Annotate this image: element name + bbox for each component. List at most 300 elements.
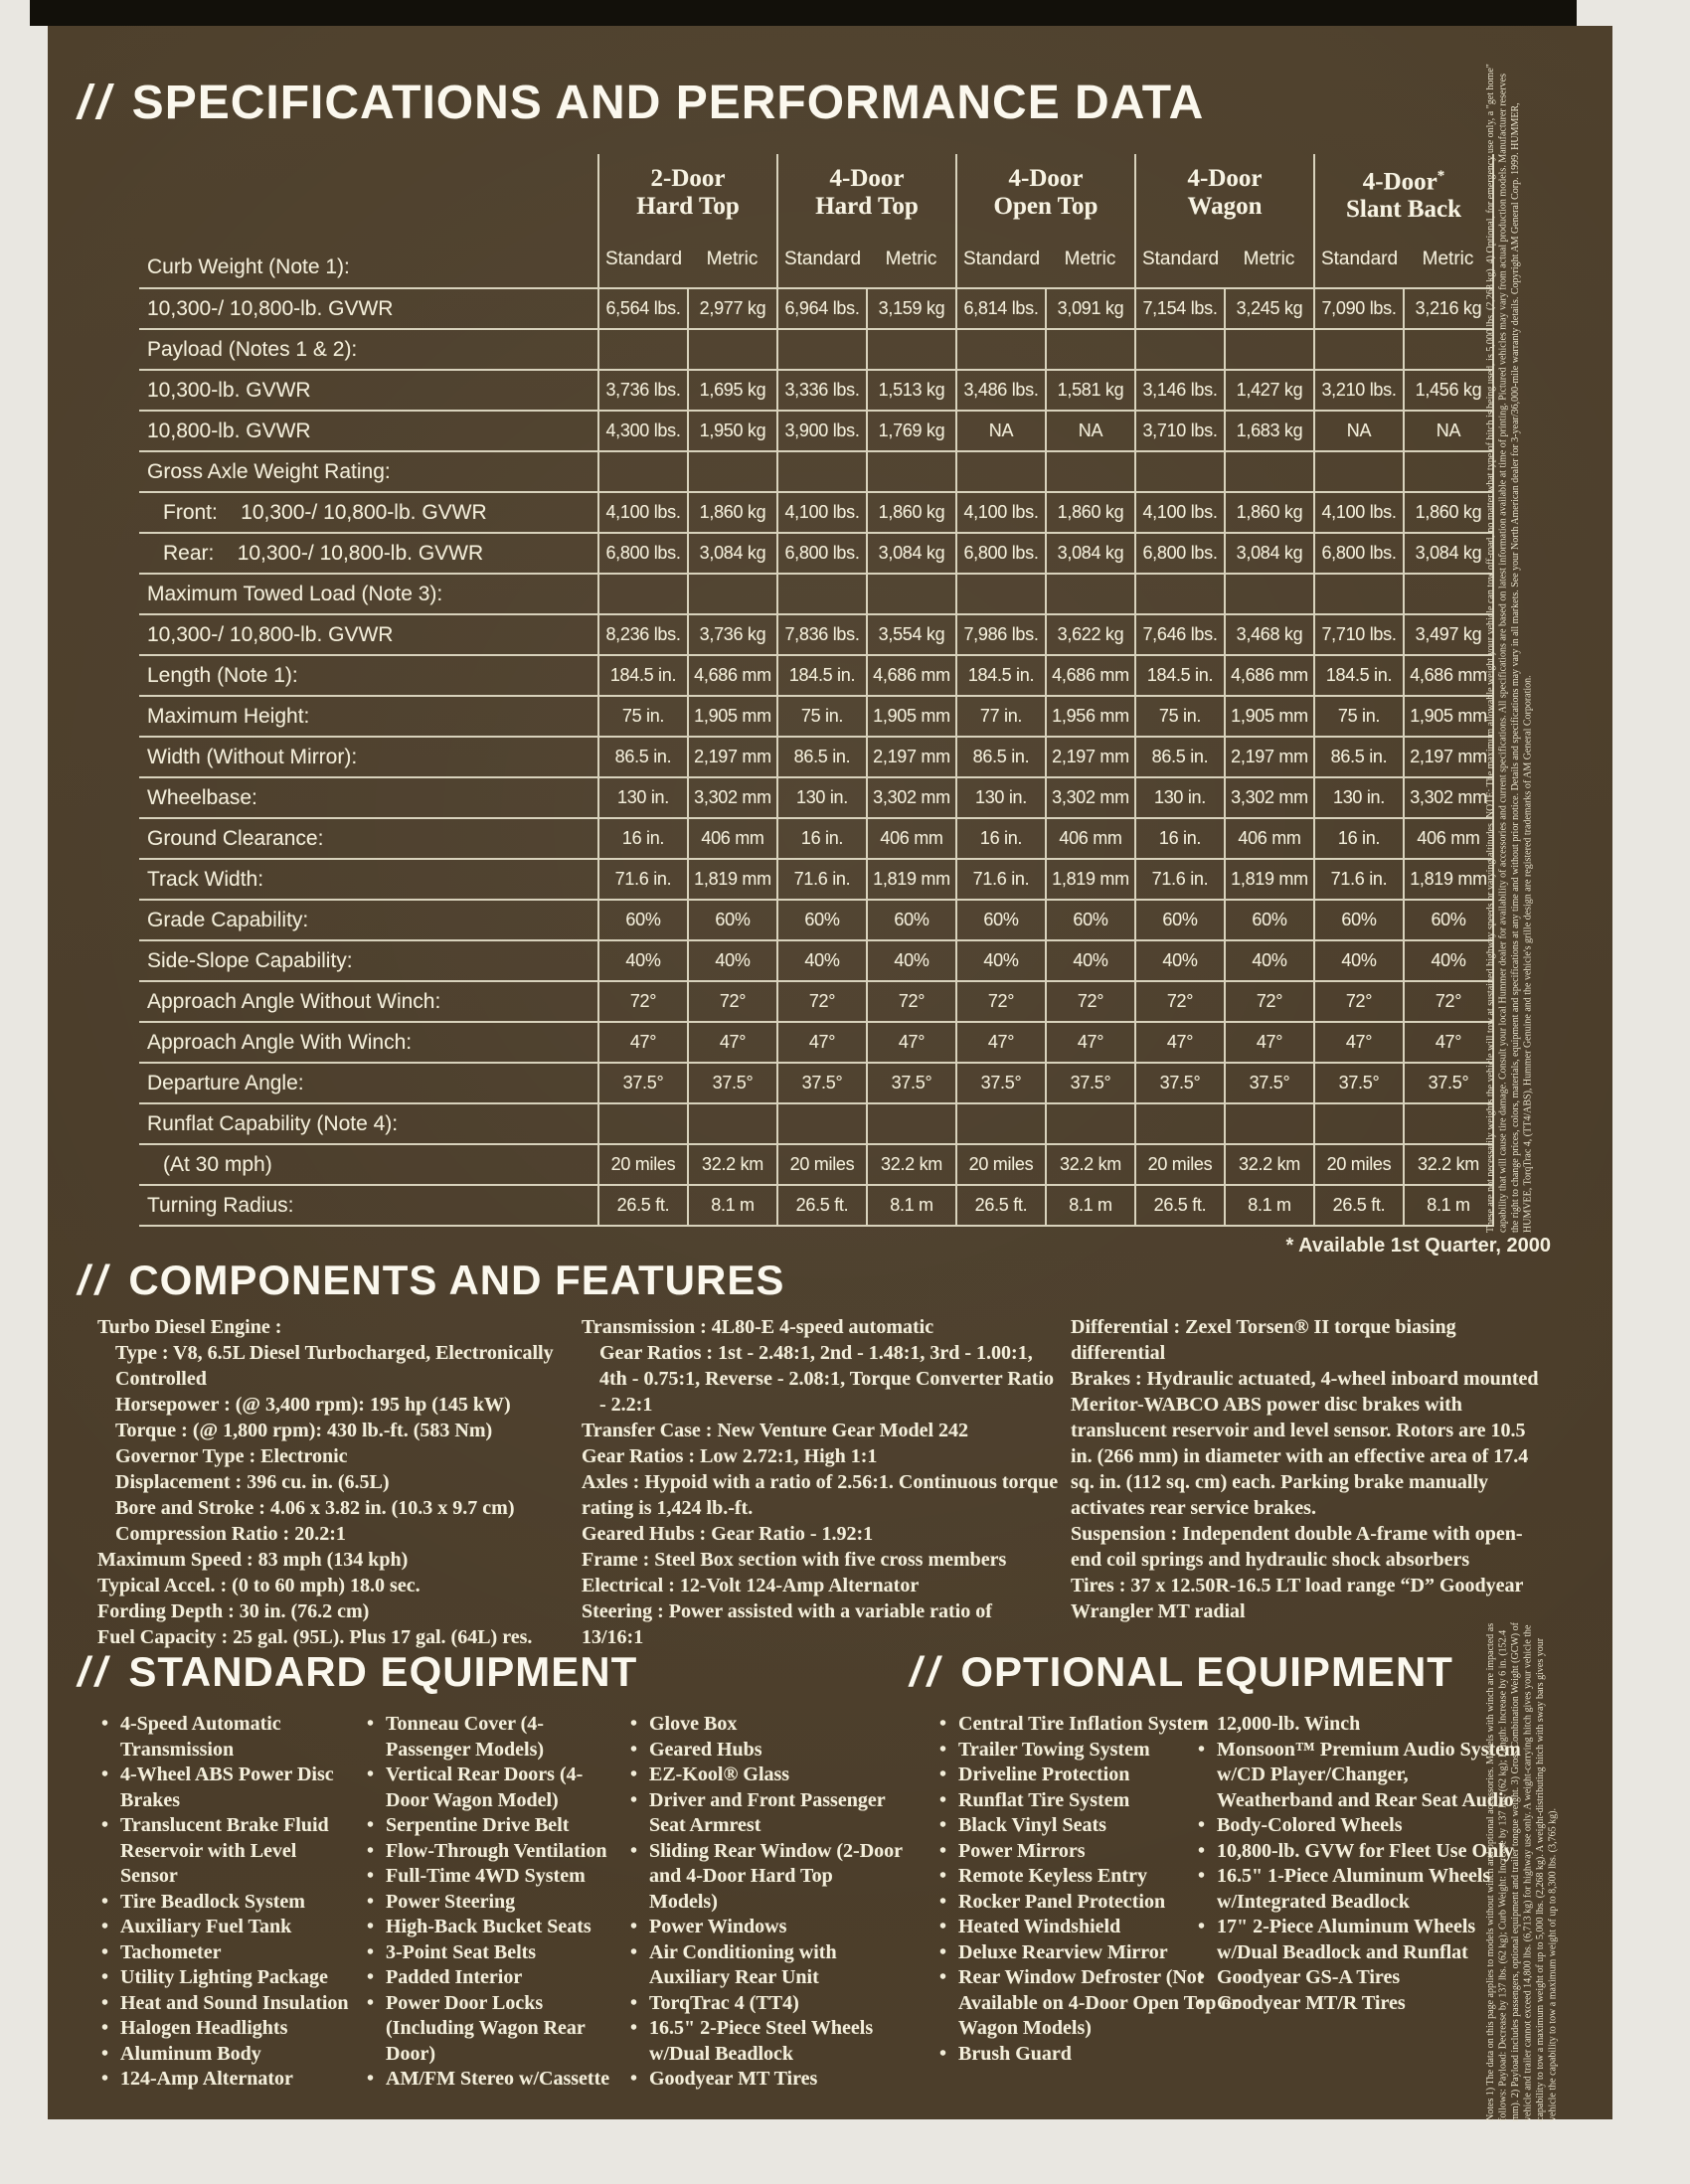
standard-column-header: Standard — [777, 232, 867, 288]
spec-value: 32.2 km — [688, 1144, 777, 1185]
standard-column-header: Standard — [1314, 232, 1404, 288]
spec-value: 60% — [1135, 900, 1225, 940]
spec-value: 3,084 kg — [1225, 533, 1314, 574]
equipment-item: • Rocker Panel Protection — [937, 1890, 1242, 1916]
table-corner — [139, 154, 598, 232]
vehicle-name-line2: Slant Back — [1346, 196, 1462, 224]
specifications-title — [78, 76, 1204, 130]
spec-value: 1,905 mm — [1225, 696, 1314, 737]
spec-value: 20 miles — [1135, 1144, 1225, 1185]
equipment-item: • Rear Window Defroster (Not Available on 4-Door Open Top or Wagon Models) — [937, 1965, 1242, 2042]
metric-column-header: Metric — [1225, 232, 1314, 288]
spec-value — [598, 329, 688, 370]
spec-value: 20 miles — [777, 1144, 867, 1185]
spec-value: 37.5° — [1404, 1063, 1493, 1103]
metric-column-header: Metric — [1404, 232, 1493, 288]
spec-value — [956, 1103, 1046, 1144]
spec-value — [598, 1103, 688, 1144]
spec-value — [1314, 451, 1404, 492]
spec-value: 8.1 m — [1046, 1185, 1135, 1226]
spec-value: 130 in. — [956, 777, 1046, 818]
equipment-item: • Sliding Rear Window (2-Door and 4-Door Hard Top Models) — [628, 1839, 903, 1916]
spec-value: 71.6 in. — [1135, 859, 1225, 900]
spec-value: NA — [1404, 411, 1493, 451]
spec-value: 71.6 in. — [598, 859, 688, 900]
spec-value: 6,800 lbs. — [1314, 533, 1404, 574]
spec-value: 26.5 ft. — [956, 1185, 1046, 1226]
standard-equipment-title-text: STANDARD EQUIPMENT — [128, 1648, 638, 1695]
equipment-item: • Heat and Sound Insulation — [99, 1991, 356, 2017]
spec-value: 47° — [688, 1022, 777, 1063]
curb-weight-label: Curb Weight (Note 1): — [139, 232, 598, 288]
spec-value: 130 in. — [1314, 777, 1404, 818]
spec-row-label: Track Width: — [139, 859, 598, 900]
spec-value: 3,468 kg — [1225, 614, 1314, 655]
component-item: Maximum Speed : 83 mph (134 kph) — [97, 1549, 409, 1571]
spec-value: 72° — [688, 981, 777, 1022]
component-item: Differential : Zexel Torsen® II torque biasing differential — [1071, 1316, 1456, 1364]
spec-value: 8.1 m — [688, 1185, 777, 1226]
spec-value: NA — [1046, 411, 1135, 451]
spec-value: 1,513 kg — [867, 370, 956, 411]
spec-value: 60% — [1404, 900, 1493, 940]
spec-value: 1,581 kg — [1046, 370, 1135, 411]
spec-value — [1135, 1103, 1225, 1144]
spec-value: 2,197 mm — [1404, 737, 1493, 777]
spec-value — [777, 574, 867, 614]
spec-value: 40% — [1135, 940, 1225, 981]
component-term: Transmission — [582, 1316, 696, 1338]
spec-value: 47° — [956, 1022, 1046, 1063]
spec-value: 2,197 mm — [688, 737, 777, 777]
spec-row — [139, 1144, 1493, 1185]
spec-value — [956, 574, 1046, 614]
spec-row-label: (At 30 mph) — [139, 1144, 598, 1185]
spec-value: 3,736 lbs. — [598, 370, 688, 411]
vehicle-header — [1314, 154, 1493, 232]
equipment-item: • Central Tire Inflation System — [937, 1712, 1242, 1738]
component-term: Maximum Speed — [97, 1549, 242, 1571]
spec-value: 71.6 in. — [777, 859, 867, 900]
spec-value: 72° — [1046, 981, 1135, 1022]
spec-value: 4,686 mm — [867, 655, 956, 696]
equipment-item: • TorqTrac 4 (TT4) — [628, 1991, 903, 2017]
vehicle-name-line2: Open Top — [993, 193, 1098, 220]
spec-value: 37.5° — [956, 1063, 1046, 1103]
spec-row-label: Maximum Towed Load (Note 3): — [139, 574, 598, 614]
spec-value: 7,836 lbs. — [777, 614, 867, 655]
spec-value: 86.5 in. — [956, 737, 1046, 777]
spec-row-label: 10,800-lb. GVWR — [139, 411, 598, 451]
components-title — [78, 1257, 784, 1304]
spec-value: 40% — [688, 940, 777, 981]
spec-value: 406 mm — [867, 818, 956, 859]
spec-row-label: 10,300-/ 10,800-lb. GVWR — [139, 288, 598, 329]
spec-value: 37.5° — [688, 1063, 777, 1103]
spec-row — [139, 1063, 1493, 1103]
components-column-3 — [1071, 1314, 1542, 1624]
spec-value: 72° — [956, 981, 1046, 1022]
spec-row-label: Turning Radius: — [139, 1185, 598, 1226]
spec-value: 40% — [867, 940, 956, 981]
title-slashes-icon: // — [910, 1648, 945, 1695]
spec-value: 37.5° — [1135, 1063, 1225, 1103]
equipment-item: • AM/FM Stereo w/Cassette — [365, 2067, 619, 2093]
spec-value: 3,091 kg — [1046, 288, 1135, 329]
spec-value: 16 in. — [1314, 818, 1404, 859]
spec-value: 47° — [1225, 1022, 1314, 1063]
spec-value: 77 in. — [956, 696, 1046, 737]
spec-value: 47° — [1404, 1022, 1493, 1063]
equipment-item: • Aluminum Body — [99, 2042, 356, 2068]
spec-value: 184.5 in. — [777, 655, 867, 696]
component-term: Suspension — [1071, 1523, 1166, 1545]
spec-value: 86.5 in. — [1135, 737, 1225, 777]
spec-value: 4,686 mm — [688, 655, 777, 696]
component-term: Bore and Stroke — [115, 1497, 254, 1519]
component-term: Governor Type — [115, 1445, 245, 1467]
spec-row — [139, 696, 1493, 737]
spec-value: 3,159 kg — [867, 288, 956, 329]
equipment-item: • Power Door Locks (Including Wagon Rear Door) — [365, 1991, 619, 2068]
equipment-item: • Serpentine Drive Belt — [365, 1813, 619, 1839]
legal-sidebar-bottom: Notes 1) The data on this page applies to models without winch and optional accessories. Models with winch are impacted as follows: Payload: Decrease by 137 lbs. (62 kg); Curb Weight: Increase by 137 lbs. (62 kg); Length: Increase by 6 in. (152.4 mm). 2) Payload includes passengers, optional equipment and trailer tongue weight. 3) Gross Combination Weight (GCW) of vehicle and trailer cannot exceed 14,800 lbs. (6,713 kg) for highway use only. A weight-carrying hitch gives your vehicle the capability to tow a maximum weight of up to 5,000 lbs. (2,268 kg). A weight-distributing hitch with sway bars gives your vehicle the capability to tow a maximum weight of up to 8,300 lbs. (3,765 kg). — [1485, 1622, 1559, 2121]
spec-value: 6,814 lbs. — [956, 288, 1046, 329]
spec-value: 1,819 mm — [1225, 859, 1314, 900]
component-term: Typical Accel. — [97, 1575, 216, 1596]
spec-value — [1225, 1103, 1314, 1144]
spec-value — [688, 574, 777, 614]
spec-value: 47° — [598, 1022, 688, 1063]
components-column-2 — [582, 1314, 1059, 1650]
spec-value: 47° — [1135, 1022, 1225, 1063]
spec-value: 2,197 mm — [1225, 737, 1314, 777]
spec-value: 47° — [867, 1022, 956, 1063]
spec-value: 20 miles — [598, 1144, 688, 1185]
spec-value: 60% — [1046, 900, 1135, 940]
spec-value: 60% — [777, 900, 867, 940]
equipment-item: • Brush Guard — [937, 2042, 1242, 2068]
equipment-item: • Heated Windshield — [937, 1915, 1242, 1940]
spec-value: 1,695 kg — [688, 370, 777, 411]
spec-value — [688, 329, 777, 370]
spec-row — [139, 737, 1493, 777]
spec-value: 4,100 lbs. — [777, 492, 867, 533]
vehicle-name-line2: Hard Top — [636, 193, 740, 220]
spec-value: 26.5 ft. — [598, 1185, 688, 1226]
spec-value: 1,950 kg — [688, 411, 777, 451]
spec-row-label: Payload (Notes 1 & 2): — [139, 329, 598, 370]
component-term: Brakes — [1071, 1368, 1130, 1390]
spec-value: 8.1 m — [1225, 1185, 1314, 1226]
spec-value: 3,216 kg — [1404, 288, 1493, 329]
equipment-item: • Driveline Protection — [937, 1763, 1242, 1788]
spec-row — [139, 859, 1493, 900]
spec-value: 60% — [598, 900, 688, 940]
spec-value — [867, 451, 956, 492]
spec-row — [139, 451, 1493, 492]
spec-value: 71.6 in. — [956, 859, 1046, 900]
spec-value: 7,154 lbs. — [1135, 288, 1225, 329]
spec-value — [1404, 329, 1493, 370]
spec-value: 130 in. — [598, 777, 688, 818]
component-term: Turbo Diesel Engine — [97, 1316, 270, 1338]
optional-equipment-title-text: OPTIONAL EQUIPMENT — [960, 1648, 1453, 1695]
component-term: Compression Ratio — [115, 1523, 278, 1545]
unit-header-row — [139, 232, 1493, 288]
component-term: Gear Ratios — [599, 1342, 702, 1364]
spec-row — [139, 411, 1493, 451]
equipment-item: • Runflat Tire System — [937, 1788, 1242, 1814]
component-item: Brakes : Hydraulic actuated, 4-wheel inboard mounted Meritor-WABCO ABS power disc brakes with translucent reservoir and level sensor. Rotors are 10.5 in. (266 mm) in diameter with an effective area of 17.4 sq. in. (112 sq. cm) each. Parking brake manually activates rear service brakes. — [1071, 1368, 1539, 1519]
spec-value: 1,860 kg — [1046, 492, 1135, 533]
spec-value — [1135, 329, 1225, 370]
spec-row — [139, 900, 1493, 940]
component-item: Torque : (@ 1,800 rpm): 430 lb.-ft. (583 Nm) — [115, 1420, 493, 1441]
spec-value: 32.2 km — [1404, 1144, 1493, 1185]
spec-value: 26.5 ft. — [1135, 1185, 1225, 1226]
spec-value: 1,819 mm — [688, 859, 777, 900]
spec-row-label: Runflat Capability (Note 4): — [139, 1103, 598, 1144]
component-item: Compression Ratio : 20.2:1 — [115, 1523, 346, 1545]
spec-value — [1314, 574, 1404, 614]
equipment-item: • Power Mirrors — [937, 1839, 1242, 1865]
spec-row — [139, 818, 1493, 859]
spec-value: 1,860 kg — [1225, 492, 1314, 533]
spec-row — [139, 370, 1493, 411]
spec-value: 86.5 in. — [598, 737, 688, 777]
standard-equipment-column-3 — [628, 1712, 903, 2093]
spec-row-label: Approach Angle Without Winch: — [139, 981, 598, 1022]
spec-value: 16 in. — [1135, 818, 1225, 859]
spec-value: 3,084 kg — [1046, 533, 1135, 574]
title-slashes-icon: // — [78, 1257, 113, 1303]
spec-value: 4,100 lbs. — [1314, 492, 1404, 533]
spec-value — [1404, 451, 1493, 492]
spec-value — [1046, 1103, 1135, 1144]
spec-value: 60% — [956, 900, 1046, 940]
component-item: Gear Ratios : Low 2.72:1, High 1:1 — [582, 1445, 878, 1467]
spec-row — [139, 533, 1493, 574]
spec-row-label: Ground Clearance: — [139, 818, 598, 859]
spec-value: 3,302 mm — [1225, 777, 1314, 818]
spec-row — [139, 655, 1493, 696]
equipment-item: • Glove Box — [628, 1712, 903, 1738]
equipment-item: • EZ-Kool® Glass — [628, 1763, 903, 1788]
spec-value: 20 miles — [956, 1144, 1046, 1185]
component-item: Bore and Stroke : 4.06 x 3.82 in. (10.3 x 9.7 cm) — [115, 1497, 515, 1519]
spec-value: 72° — [1314, 981, 1404, 1022]
spec-value: 47° — [1046, 1022, 1135, 1063]
equipment-item: • Vertical Rear Doors (4-Door Wagon Model) — [365, 1763, 619, 1813]
spec-row-label: Length (Note 1): — [139, 655, 598, 696]
spec-value: 86.5 in. — [777, 737, 867, 777]
spec-value: 130 in. — [1135, 777, 1225, 818]
spec-row — [139, 614, 1493, 655]
spec-value: 1,427 kg — [1225, 370, 1314, 411]
component-item: Tires : 37 x 12.50R-16.5 LT load range “D” Goodyear Wrangler MT radial — [1071, 1575, 1524, 1622]
equipment-item: • Full-Time 4WD System — [365, 1864, 619, 1890]
spec-value — [1046, 574, 1135, 614]
title-slashes-icon: // — [78, 1648, 113, 1695]
spec-value — [1225, 451, 1314, 492]
component-term: Fording Depth — [97, 1600, 224, 1622]
spec-row-label: Front: 10,300-/ 10,800-lb. GVWR — [139, 492, 598, 533]
spec-value: 37.5° — [1225, 1063, 1314, 1103]
component-term: Horsepower — [115, 1394, 220, 1416]
equipment-item: • Geared Hubs — [628, 1738, 903, 1764]
component-item: Axles : Hypoid with a ratio of 2.56:1. Continuous torque rating is 1,424 lb.-ft. — [582, 1471, 1059, 1519]
spec-row-label: Side-Slope Capability: — [139, 940, 598, 981]
component-item: Suspension : Independent double A-frame with open-end coil springs and hydraulic shock absorbers — [1071, 1523, 1523, 1571]
metric-column-header: Metric — [1046, 232, 1135, 288]
component-item: Turbo Diesel Engine : — [97, 1316, 282, 1338]
component-term: Frame — [582, 1549, 638, 1571]
standard-equipment-title — [78, 1648, 637, 1696]
equipment-item: • Translucent Brake Fluid Reservoir with Level Sensor — [99, 1813, 356, 1890]
equipment-item: • Goodyear GS-A Tires — [1196, 1965, 1526, 1991]
spec-value: 4,686 mm — [1404, 655, 1493, 696]
spec-value: 8.1 m — [867, 1185, 956, 1226]
spec-value: 1,905 mm — [1404, 696, 1493, 737]
vehicle-name-line1: 4-Door — [829, 165, 905, 192]
component-term: Electrical — [582, 1575, 664, 1596]
equipment-item: • 16.5" 2-Piece Steel Wheels w/Dual Beadlock — [628, 2016, 903, 2067]
spec-value: 3,900 lbs. — [777, 411, 867, 451]
component-item: Displacement : 396 cu. in. (6.5L) — [115, 1471, 390, 1493]
spec-value: 37.5° — [867, 1063, 956, 1103]
spec-row-label: Wheelbase: — [139, 777, 598, 818]
equipment-item: • Utility Lighting Package — [99, 1965, 356, 1991]
equipment-item: • Body-Colored Wheels — [1196, 1813, 1526, 1839]
equipment-item: • 17" 2-Piece Aluminum Wheels w/Dual Beadlock and Runflat — [1196, 1915, 1526, 1965]
spec-value: 72° — [598, 981, 688, 1022]
spec-value: 3,302 mm — [1404, 777, 1493, 818]
spec-value: 8.1 m — [1404, 1185, 1493, 1226]
equipment-item: • Tachometer — [99, 1940, 356, 1966]
vehicle-name-line2: Hard Top — [815, 193, 919, 220]
vehicle-header-row — [139, 154, 1493, 232]
spec-value: 3,302 mm — [688, 777, 777, 818]
spec-value — [1225, 329, 1314, 370]
spec-value: 3,736 kg — [688, 614, 777, 655]
component-term: Transfer Case — [582, 1420, 701, 1441]
title-slashes-icon: // — [78, 77, 116, 129]
spec-value: 72° — [777, 981, 867, 1022]
spec-value: 6,964 lbs. — [777, 288, 867, 329]
standard-column-header: Standard — [956, 232, 1046, 288]
spec-value: 1,769 kg — [867, 411, 956, 451]
spec-value: 40% — [1314, 940, 1404, 981]
equipment-item: • Tonneau Cover (4-Passenger Models) — [365, 1712, 619, 1763]
spec-value: 40% — [1225, 940, 1314, 981]
spec-value: 4,100 lbs. — [598, 492, 688, 533]
equipment-item: • Goodyear MT/R Tires — [1196, 1991, 1526, 2017]
spec-value: 7,090 lbs. — [1314, 288, 1404, 329]
spec-value: 3,245 kg — [1225, 288, 1314, 329]
component-item: Electrical : 12-Volt 124-Amp Alternator — [582, 1575, 920, 1596]
spec-value — [598, 574, 688, 614]
spec-value: 1,819 mm — [1046, 859, 1135, 900]
spec-value — [1135, 574, 1225, 614]
component-term: Geared Hubs — [582, 1523, 695, 1545]
spec-table-head — [139, 154, 1493, 288]
spec-value: 1,956 mm — [1046, 696, 1135, 737]
spec-value: 75 in. — [777, 696, 867, 737]
spec-value — [777, 1103, 867, 1144]
equipment-item: • Remote Keyless Entry — [937, 1864, 1242, 1890]
spec-row — [139, 492, 1493, 533]
spec-row — [139, 940, 1493, 981]
spec-value: 16 in. — [598, 818, 688, 859]
spec-value: 406 mm — [1225, 818, 1314, 859]
spec-value: 71.6 in. — [1314, 859, 1404, 900]
spec-value: 47° — [777, 1022, 867, 1063]
component-item: Transfer Case : New Venture Gear Model 242 — [582, 1420, 969, 1441]
vehicle-header — [598, 154, 777, 232]
spec-value: 72° — [867, 981, 956, 1022]
spec-row — [139, 288, 1493, 329]
spec-value: 130 in. — [777, 777, 867, 818]
standard-equipment-column-1 — [99, 1712, 356, 2093]
spec-value: 60% — [1225, 900, 1314, 940]
vehicle-name-line1: 2-Door — [650, 165, 726, 192]
spec-value: 37.5° — [598, 1063, 688, 1103]
spec-value: 75 in. — [598, 696, 688, 737]
standard-column-header: Standard — [598, 232, 688, 288]
equipment-item: • Auxiliary Fuel Tank — [99, 1915, 356, 1940]
spec-value: 72° — [1225, 981, 1314, 1022]
spec-value — [598, 451, 688, 492]
equipment-item: • Black Vinyl Seats — [937, 1813, 1242, 1839]
spec-row-label: Gross Axle Weight Rating: — [139, 451, 598, 492]
components-title-text: COMPONENTS AND FEATURES — [128, 1257, 785, 1303]
spec-value — [867, 574, 956, 614]
spec-value — [1046, 451, 1135, 492]
spec-value: 60% — [1314, 900, 1404, 940]
spec-row — [139, 1103, 1493, 1144]
spec-value: 32.2 km — [867, 1144, 956, 1185]
component-term: Fuel Capacity — [97, 1626, 217, 1648]
spec-value: 3,210 lbs. — [1314, 370, 1404, 411]
spec-value: 2,977 kg — [688, 288, 777, 329]
vehicle-header — [956, 154, 1135, 232]
spec-value: 3,302 mm — [1046, 777, 1135, 818]
component-item: Transmission : 4L80-E 4-speed automatic — [582, 1316, 934, 1338]
vehicle-header — [1135, 154, 1314, 232]
spec-row-label: Grade Capability: — [139, 900, 598, 940]
spec-value: 60% — [867, 900, 956, 940]
component-term: Differential — [1071, 1316, 1169, 1338]
spec-row-label: 10,300-/ 10,800-lb. GVWR — [139, 614, 598, 655]
standard-equipment-column-2 — [365, 1712, 619, 2093]
spec-value — [956, 451, 1046, 492]
spec-value: 1,860 kg — [1404, 492, 1493, 533]
equipment-item: • Halogen Headlights — [99, 2016, 356, 2042]
spec-value: 4,100 lbs. — [1135, 492, 1225, 533]
equipment-item: • Driver and Front Passenger Seat Armrest — [628, 1788, 903, 1839]
component-item: Frame : Steel Box section with five cross members — [582, 1549, 1007, 1571]
component-item: Governor Type : Electronic — [115, 1445, 348, 1467]
equipment-item: • 10,800-lb. GVW for Fleet Use Only — [1196, 1839, 1526, 1865]
component-item: Gear Ratios : 1st - 2.48:1, 2nd - 1.48:1, 3rd - 1.00:1, 4th - 0.75:1, Reverse - 2.08:1, Torque Converter Ratio - 2.2:1 — [599, 1342, 1054, 1416]
spec-value: 4,686 mm — [1046, 655, 1135, 696]
equipment-item: • Tire Beadlock System — [99, 1890, 356, 1916]
spec-row — [139, 574, 1493, 614]
optional-equipment-title — [910, 1648, 1453, 1696]
vehicle-name-line1: 4-Door — [1008, 165, 1084, 192]
spec-value: 4,300 lbs. — [598, 411, 688, 451]
